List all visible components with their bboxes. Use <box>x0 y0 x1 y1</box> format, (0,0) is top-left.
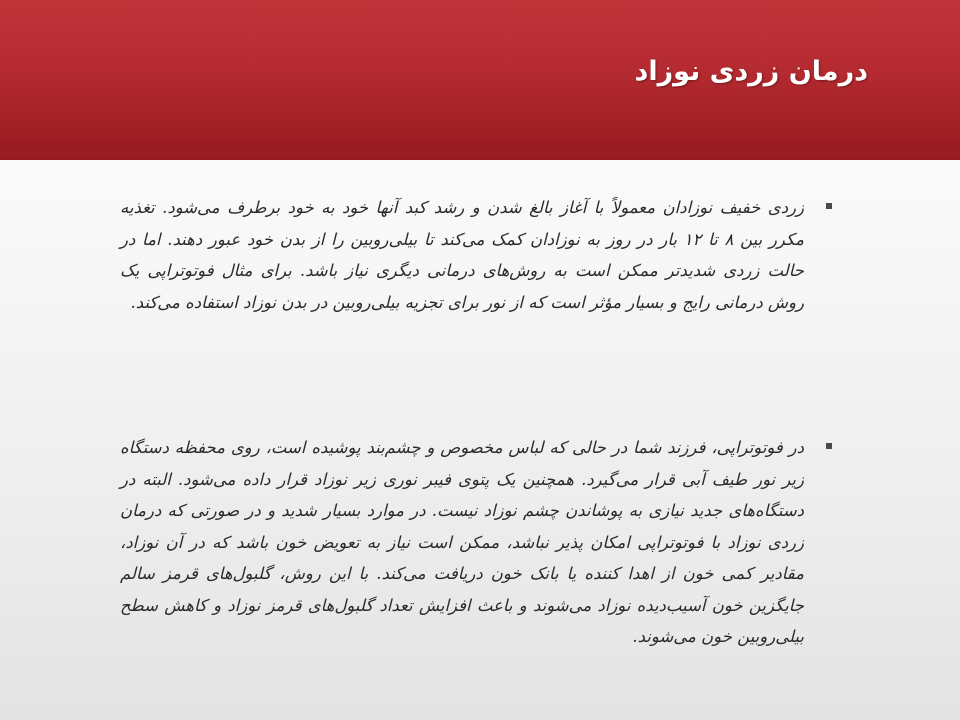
header-banner <box>0 0 960 160</box>
bullet-text: زردی خفیف نوزادان معمولاً با آغاز بالغ شدن و رشد کبد آنها خود به خود برطرف می‌شود. تغذیه مکرر بین ۸ تا ۱۲ بار در روز به نوزادان کمک می‌کند تا بیلی‌روبین را از بدن خود عبور دهند. اما در حالت زردی شدیدتر ممکن است به روش‌های درمانی دیگری نیاز باشد. برای مثال فوتوتراپی یک روش درمانی رایج و بسیار مؤثر است که از نور برای تجزیه بیلی‌روبین در بدن نوزاد استفاده می‌کند. <box>120 198 804 312</box>
content-area <box>120 192 832 682</box>
bullet-text: در فوتوتراپی، فرزند شما در حالی که لباس مخصوص و چشم‌بند پوشیده است، روی محفظه دستگاه زیر نور طیف آبی قرار می‌گیرد. همچنین یک پتوی فیبر نوری زیر نوزاد قرار داده می‌شود. البته در دستگاه‌های جدید نیازی به پوشاندن چشم نوزاد نیست. در موارد بسیار شدید و در صورتی که درمان زردی نوزاد با فوتوتراپی امکان پذیر نباشد، ممکن است نیاز به تعویض خون باشد که در آن نوزاد، مقادیر کمی خون از اهدا کننده یا بانک خون دریافت می‌کند. با این روش، گلبول‌های قرمز سالم جایگزین خون آسیب‌دیده نوزاد می‌شوند و باعث افزایش تعداد گلبول‌های قرمز نوزاد و کاهش سطح بیلی‌روبین خون می‌شوند. <box>120 438 804 646</box>
square-bullet-icon <box>826 203 832 209</box>
slide-title: درمان زردی نوزاد <box>634 56 868 87</box>
bullet-paragraph <box>120 432 832 653</box>
square-bullet-icon <box>826 443 832 449</box>
bullet-paragraph <box>120 192 832 318</box>
